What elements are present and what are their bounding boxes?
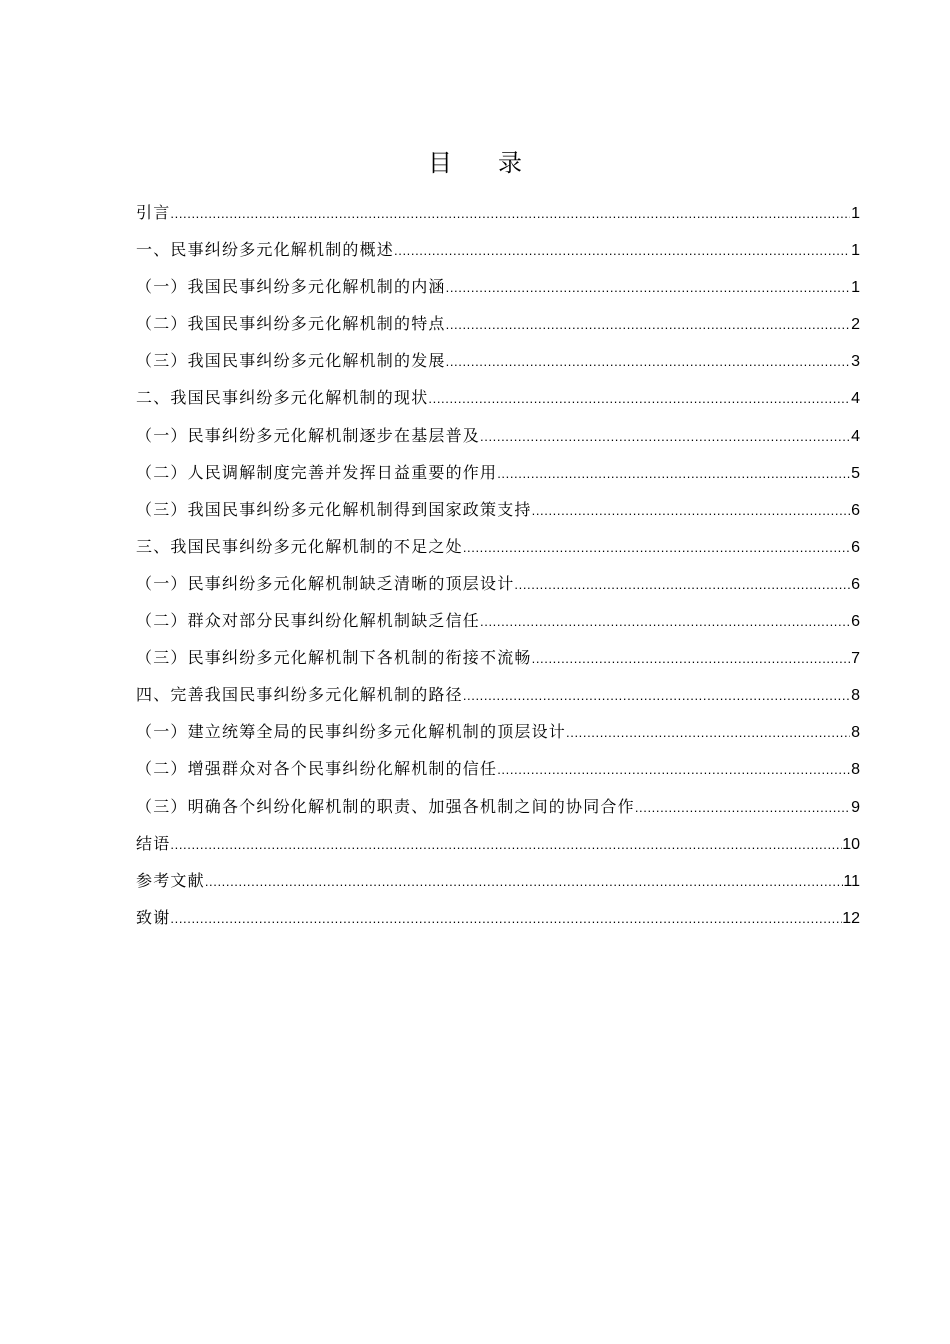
toc-page-number: 10 — [842, 835, 860, 853]
toc-leader-dots — [566, 718, 850, 748]
toc-leader-dots — [532, 644, 850, 674]
toc-entry-label: 二、我国民事纠纷多元化解机制的现状 — [136, 388, 429, 408]
toc-leader-dots — [446, 347, 850, 377]
toc-entry-label: （三）民事纠纷多元化解机制下各机制的衔接不流畅 — [136, 648, 532, 668]
toc-leader-dots — [446, 310, 850, 340]
toc-entry-label: （一）建立统筹全局的民事纠纷多元化解机制的顶层设计 — [136, 722, 567, 742]
toc-entry-references[interactable] — [136, 866, 860, 903]
toc-page-number: 6 — [851, 501, 860, 519]
toc-page-number: 12 — [842, 909, 860, 927]
toc-leader-dots — [480, 607, 850, 637]
toc-leader-dots — [463, 533, 850, 563]
toc-page-number: 8 — [851, 687, 860, 705]
toc-entry-label: 三、我国民事纠纷多元化解机制的不足之处 — [136, 536, 463, 556]
toc-leader-dots — [635, 793, 850, 823]
toc-entry-acknowledgements[interactable] — [136, 903, 860, 940]
toc-entry-section-1-1[interactable] — [136, 272, 860, 309]
toc-entry-label: （三）明确各个纠纷化解机制的职责、加强各机制之间的协同合作 — [136, 796, 635, 816]
table-of-contents — [136, 198, 860, 940]
toc-entry-section-4-3[interactable] — [136, 792, 860, 829]
toc-leader-dots — [428, 384, 850, 414]
toc-entry-section-2-2[interactable] — [136, 458, 860, 495]
toc-entry-section-3-2[interactable] — [136, 606, 860, 643]
toc-leader-dots — [514, 570, 850, 600]
toc-page-number: 9 — [851, 798, 860, 816]
toc-entry-chapter-3[interactable] — [136, 532, 860, 569]
toc-entry-conclusion[interactable] — [136, 829, 860, 866]
toc-leader-dots — [532, 496, 850, 526]
toc-entry-label: 四、完善我国民事纠纷多元化解机制的路径 — [136, 685, 463, 705]
toc-entry-label: 引言 — [136, 203, 171, 222]
toc-leader-dots — [170, 904, 842, 934]
toc-page-number: 3 — [851, 353, 860, 371]
toc-entry-label: （二）人民调解制度完善并发挥日益重要的作用 — [136, 462, 498, 482]
toc-entry-section-2-1[interactable] — [136, 421, 860, 458]
toc-leader-dots — [205, 867, 844, 897]
toc-entry-chapter-1[interactable] — [136, 235, 860, 272]
toc-entry-introduction[interactable] — [136, 198, 860, 235]
toc-entry-label: （一）我国民事纠纷多元化解机制的内涵 — [136, 277, 446, 297]
toc-entry-label: （一）民事纠纷多元化解机制逐步在基层普及 — [136, 425, 481, 445]
toc-entry-chapter-2[interactable] — [136, 383, 860, 420]
toc-page-number: 5 — [851, 464, 860, 482]
toc-entry-section-1-3[interactable] — [136, 346, 860, 383]
toc-entry-label: （二）群众对部分民事纠纷化解机制缺乏信任 — [136, 611, 481, 631]
toc-page-number: 1 — [851, 242, 860, 260]
toc-entry-label: 结语 — [136, 833, 171, 853]
toc-leader-dots — [394, 236, 850, 266]
toc-page-number: 1 — [851, 205, 860, 222]
toc-entry-section-4-2[interactable] — [136, 754, 860, 791]
toc-page-number: 1 — [851, 279, 860, 297]
toc-entry-label: 一、民事纠纷多元化解机制的概述 — [136, 240, 395, 260]
toc-entry-label: （二）增强群众对各个民事纠纷化解机制的信任 — [136, 759, 498, 779]
toc-leader-dots — [170, 830, 842, 860]
toc-page-number: 8 — [851, 724, 860, 742]
toc-entry-label: （三）我国民事纠纷多元化解机制得到国家政策支持 — [136, 499, 532, 519]
toc-leader-dots — [446, 273, 850, 303]
toc-entry-section-3-3[interactable] — [136, 643, 860, 680]
toc-title: 目录 — [428, 149, 568, 177]
toc-page-number: 6 — [851, 538, 860, 556]
toc-page-number: 7 — [851, 650, 860, 668]
toc-entry-section-3-1[interactable] — [136, 569, 860, 606]
toc-leader-dots — [463, 681, 850, 711]
toc-page-number: 2 — [851, 316, 860, 334]
toc-leader-dots — [170, 199, 850, 229]
toc-entry-label: 致谢 — [136, 907, 171, 927]
toc-page-number: 6 — [851, 575, 860, 593]
toc-entry-label: （三）我国民事纠纷多元化解机制的发展 — [136, 351, 446, 371]
toc-entry-chapter-4[interactable] — [136, 680, 860, 717]
toc-entry-label: （一）民事纠纷多元化解机制缺乏清晰的顶层设计 — [136, 573, 515, 593]
toc-page-number: 11 — [843, 872, 860, 890]
toc-entry-label: 参考文献 — [136, 870, 205, 890]
toc-entry-section-4-1[interactable] — [136, 717, 860, 754]
toc-entry-section-2-3[interactable] — [136, 495, 860, 532]
toc-page-number: 4 — [851, 390, 860, 408]
toc-page-number: 4 — [851, 427, 860, 445]
toc-leader-dots — [480, 422, 850, 452]
toc-entry-label: （二）我国民事纠纷多元化解机制的特点 — [136, 314, 446, 334]
toc-page-number: 6 — [851, 613, 860, 631]
toc-leader-dots — [497, 459, 850, 489]
toc-entry-section-1-2[interactable] — [136, 309, 860, 346]
toc-page-number: 8 — [851, 761, 860, 779]
toc-leader-dots — [497, 755, 850, 785]
